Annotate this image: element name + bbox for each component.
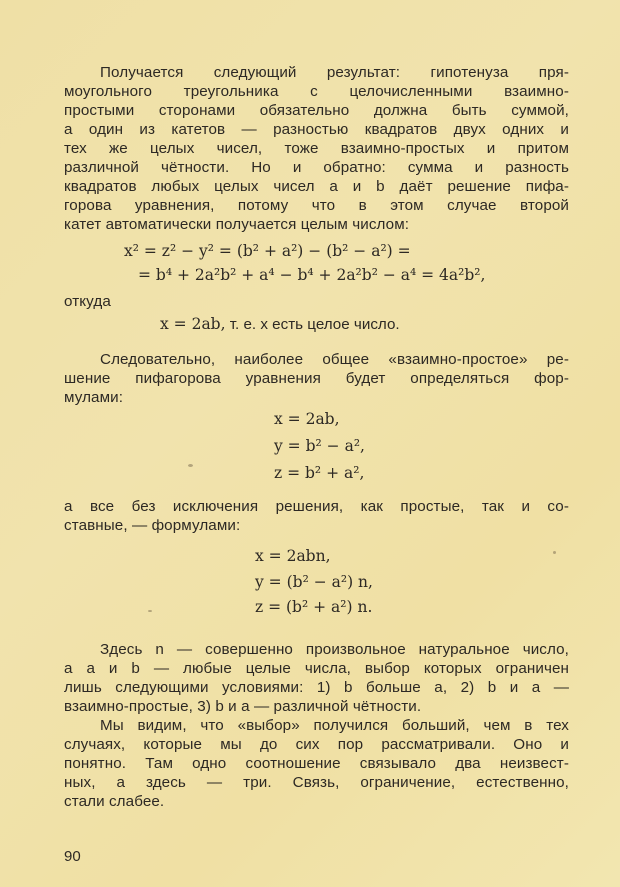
- text-line-otkuda: откуда: [64, 293, 111, 310]
- equation-line: = b⁴ + 2a²b² + a⁴ − b⁴ + 2a²b² − a⁴ = 4a²b²,: [138, 266, 486, 284]
- text-line: Получается следующий результат: гипотенуза пря-: [100, 64, 569, 81]
- equation-comment: т. е. x есть целое число.: [225, 316, 400, 333]
- text-line: Мы видим, что «выбор» получился больший, чем в тех: [100, 717, 569, 734]
- formula-y: y = b² − a²,: [274, 437, 365, 455]
- text-line: катет автоматически получается целым числом:: [64, 216, 410, 233]
- text-line: горова уравнения, потому что в этом случае второй: [64, 197, 569, 214]
- text-line: Следовательно, наиболее общее «взаимно-простое» ре-: [100, 351, 569, 368]
- text-line: мулами:: [64, 389, 124, 406]
- text-line: стали слабее.: [64, 793, 165, 810]
- text-line: моугольного треугольника с целочисленными взаимно-: [64, 83, 569, 100]
- text-line: взаимно-простые, 3) b и a — различной чётности.: [64, 698, 422, 715]
- text-line: различной чётности. Но и обратно: сумма и разность: [64, 159, 569, 176]
- text-line: ных, а здесь — три. Связь, ограничение, естественно,: [64, 774, 569, 791]
- formula-z: z = b² + a²,: [274, 464, 365, 482]
- formula-x-n: x = 2abn,: [255, 547, 331, 565]
- scan-speck: [148, 610, 152, 612]
- text-line: ставные, — формулами:: [64, 517, 241, 534]
- text-line: квадратов любых целых чисел a и b даёт решение пифа-: [64, 178, 569, 195]
- text-line: тех же целых чисел, тоже взаимно-простых и притом: [64, 140, 569, 157]
- page-number: 90: [64, 848, 81, 865]
- text-line: Здесь n — совершенно произвольное натуральное число,: [100, 641, 569, 658]
- text-line: а a и b — любые целые числа, выбор которых ограничен: [64, 660, 569, 677]
- equation-x: [160, 315, 400, 334]
- text-line: простыми сторонами обязательно должна быть суммой,: [64, 102, 569, 119]
- formula-x: x = 2ab,: [274, 410, 340, 428]
- text-line: а все без исключения решения, как простые, так и со-: [64, 498, 569, 515]
- equation-line: x² = z² − y² = (b² + a²) − (b² − a²) =: [124, 242, 411, 260]
- text-line: понятно. Там одно соотношение связывало два неизвест-: [64, 755, 569, 772]
- text-line: лишь следующими условиями: 1) b больше a, 2) b и a —: [64, 679, 569, 696]
- scan-speck: [188, 464, 193, 467]
- formula-y-n: y = (b² − a²) n,: [255, 573, 373, 591]
- formula-z-n: z = (b² + a²) n.: [255, 598, 373, 616]
- text-line: случаях, которые мы до сих пор рассматривали. Оно и: [64, 736, 569, 753]
- equation: x = 2ab,: [160, 315, 226, 333]
- text-line: а один из катетов — разностью квадратов двух одних и: [64, 121, 569, 138]
- scan-speck: [553, 551, 556, 554]
- text-line: шение пифагорова уравнения будет определяться фор-: [64, 370, 569, 387]
